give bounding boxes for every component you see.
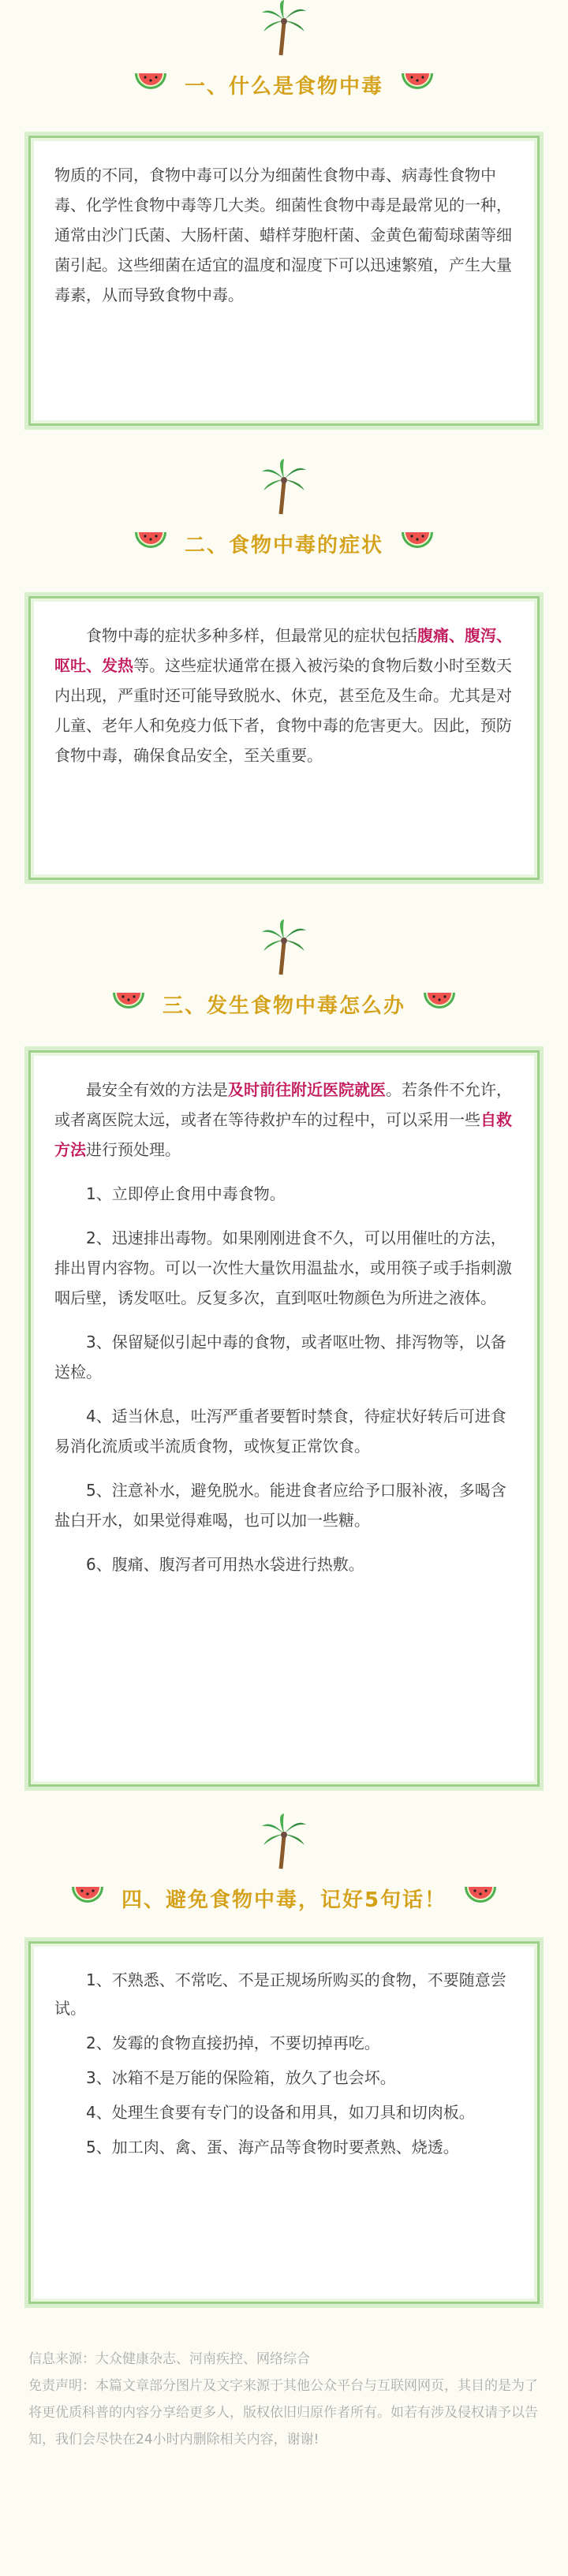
section-title-row [0,516,568,571]
watermelon-icon [133,69,169,100]
watermelon-icon [133,528,169,559]
content-box [28,136,540,426]
highlight-text: 自救方法 [54,1110,512,1159]
list-item: 6、腹痛、腹泻者可用热水袋进行热敷。 [86,1555,364,1574]
watermelon-icon [399,528,435,559]
section-title: 一、什么是食物中毒 [184,74,383,99]
palm-tree-icon [260,1814,308,1870]
footer-notice [28,2346,540,2453]
highlight-text: 及时前往附近医院就医 [228,1080,386,1099]
content-box [28,596,540,880]
list-item: 5、注意补水，避免脱水。能进食者应给予口服补液，多喝含盐白开水，如果觉得难喝，也可以加一些糖。 [54,1481,506,1530]
palm-tree-icon [260,919,308,976]
section-title: 三、发生食物中毒怎么办 [162,993,405,1018]
watermelon-icon [462,1882,499,1914]
highlight-text: 腹痛、腹泻、呕吐、发热 [54,626,512,675]
list-item: 5、加工肉、禽、蛋、海产品等食物时要煮熟、烧透。 [86,2138,459,2157]
disclaimer-text: 免责声明：本篇文章部分图片及文字来源于其他公众平台与互联网网页，其目的是为了将更优质科普的内容分享给更多人，版权依旧归原作者所有。如若有涉及侵权请予以告知，我们会尽快在24小时内删除相关内容，谢谢! [28,2378,538,2447]
list-item: 1、不熟悉、不常吃、不是正规场所购买的食物，不要随意尝试。 [54,1970,506,2018]
list-item: 1、立即停止食用中毒食物。 [86,1184,286,1203]
section-1 [0,0,568,112]
section-2 [0,459,568,571]
watermelon-icon [421,988,458,1020]
list-item: 4、适当休息，吐泻严重者要暂时禁食，待症状好转后可进食易消化流质或半流质食物，或恢复正常饮食。 [54,1407,506,1456]
paragraph: 最安全有效的方法是及时前往附近医院就医。若条件不允许，或者离医院太远，或者在等待救护车的过程中，可以采用一些自救方法进行预处理。 [54,1080,512,1159]
section-title-row [0,1870,568,1925]
watermelon-icon [69,1882,106,1914]
list-item: 3、冰箱不是万能的保险箱，放久了也会坏。 [86,2068,396,2087]
section-title: 二、食物中毒的症状 [184,533,383,557]
watermelon-icon [399,69,435,100]
paragraph: 食物中毒的症状多种多样，但最常见的症状包括腹痛、腹泻、呕吐、发热等。这些症状通常在摄入被污染的食物后数小时至数天内出现，严重时还可能导致脱水、休克，甚至危及生命。尤其是对儿童、老年人和免疫力低下者，食物中毒的危害更大。因此，预防食物中毒，确保食品安全，至关重要。 [54,626,512,765]
list-item: 2、迅速排出毒物。如果刚刚进食不久，可以用催吐的方法，排出胃内容物。可以一次性大量饮用温盐水，或用筷子或手指刺激咽后壁，诱发呕吐。反复多次，直到呕吐物颜色为所进之液体。 [54,1228,512,1307]
section-title-row [0,976,568,1031]
palm-tree-icon [260,459,308,516]
palm-tree-icon [260,0,308,57]
content-box [28,1050,540,1787]
section-3 [0,919,568,1031]
section-title-row [0,57,568,112]
content-box [28,1941,540,2304]
list-item: 3、保留疑似引起中毒的食物，或者呕吐物、排泻物等，以备送检。 [54,1333,506,1381]
list-item: 4、处理生食要有专门的设备和用具，如刀具和切肉板。 [86,2103,475,2122]
paragraph: 物质的不同，食物中毒可以分为细菌性食物中毒、病毒性食物中毒、化学性食物中毒等几大类。细菌性食物中毒是最常见的一种，通常由沙门氏菌、大肠杆菌、蜡样芽胞杆菌、金黄色葡萄球菌等细菌引起。这些细菌在适宜的温度和湿度下可以迅速繁殖，产生大量毒素，从而导致食物中毒。 [54,166,512,304]
watermelon-icon [110,988,147,1020]
section-title: 四、避免食物中毒，记好5句话！ [121,1888,447,1912]
source-text: 信息来源：大众健康杂志、河南疾控、网络综合 [28,2351,310,2367]
list-item: 2、发霉的食物直接扔掉，不要切掉再吃。 [86,2034,380,2052]
section-4 [0,1814,568,1925]
